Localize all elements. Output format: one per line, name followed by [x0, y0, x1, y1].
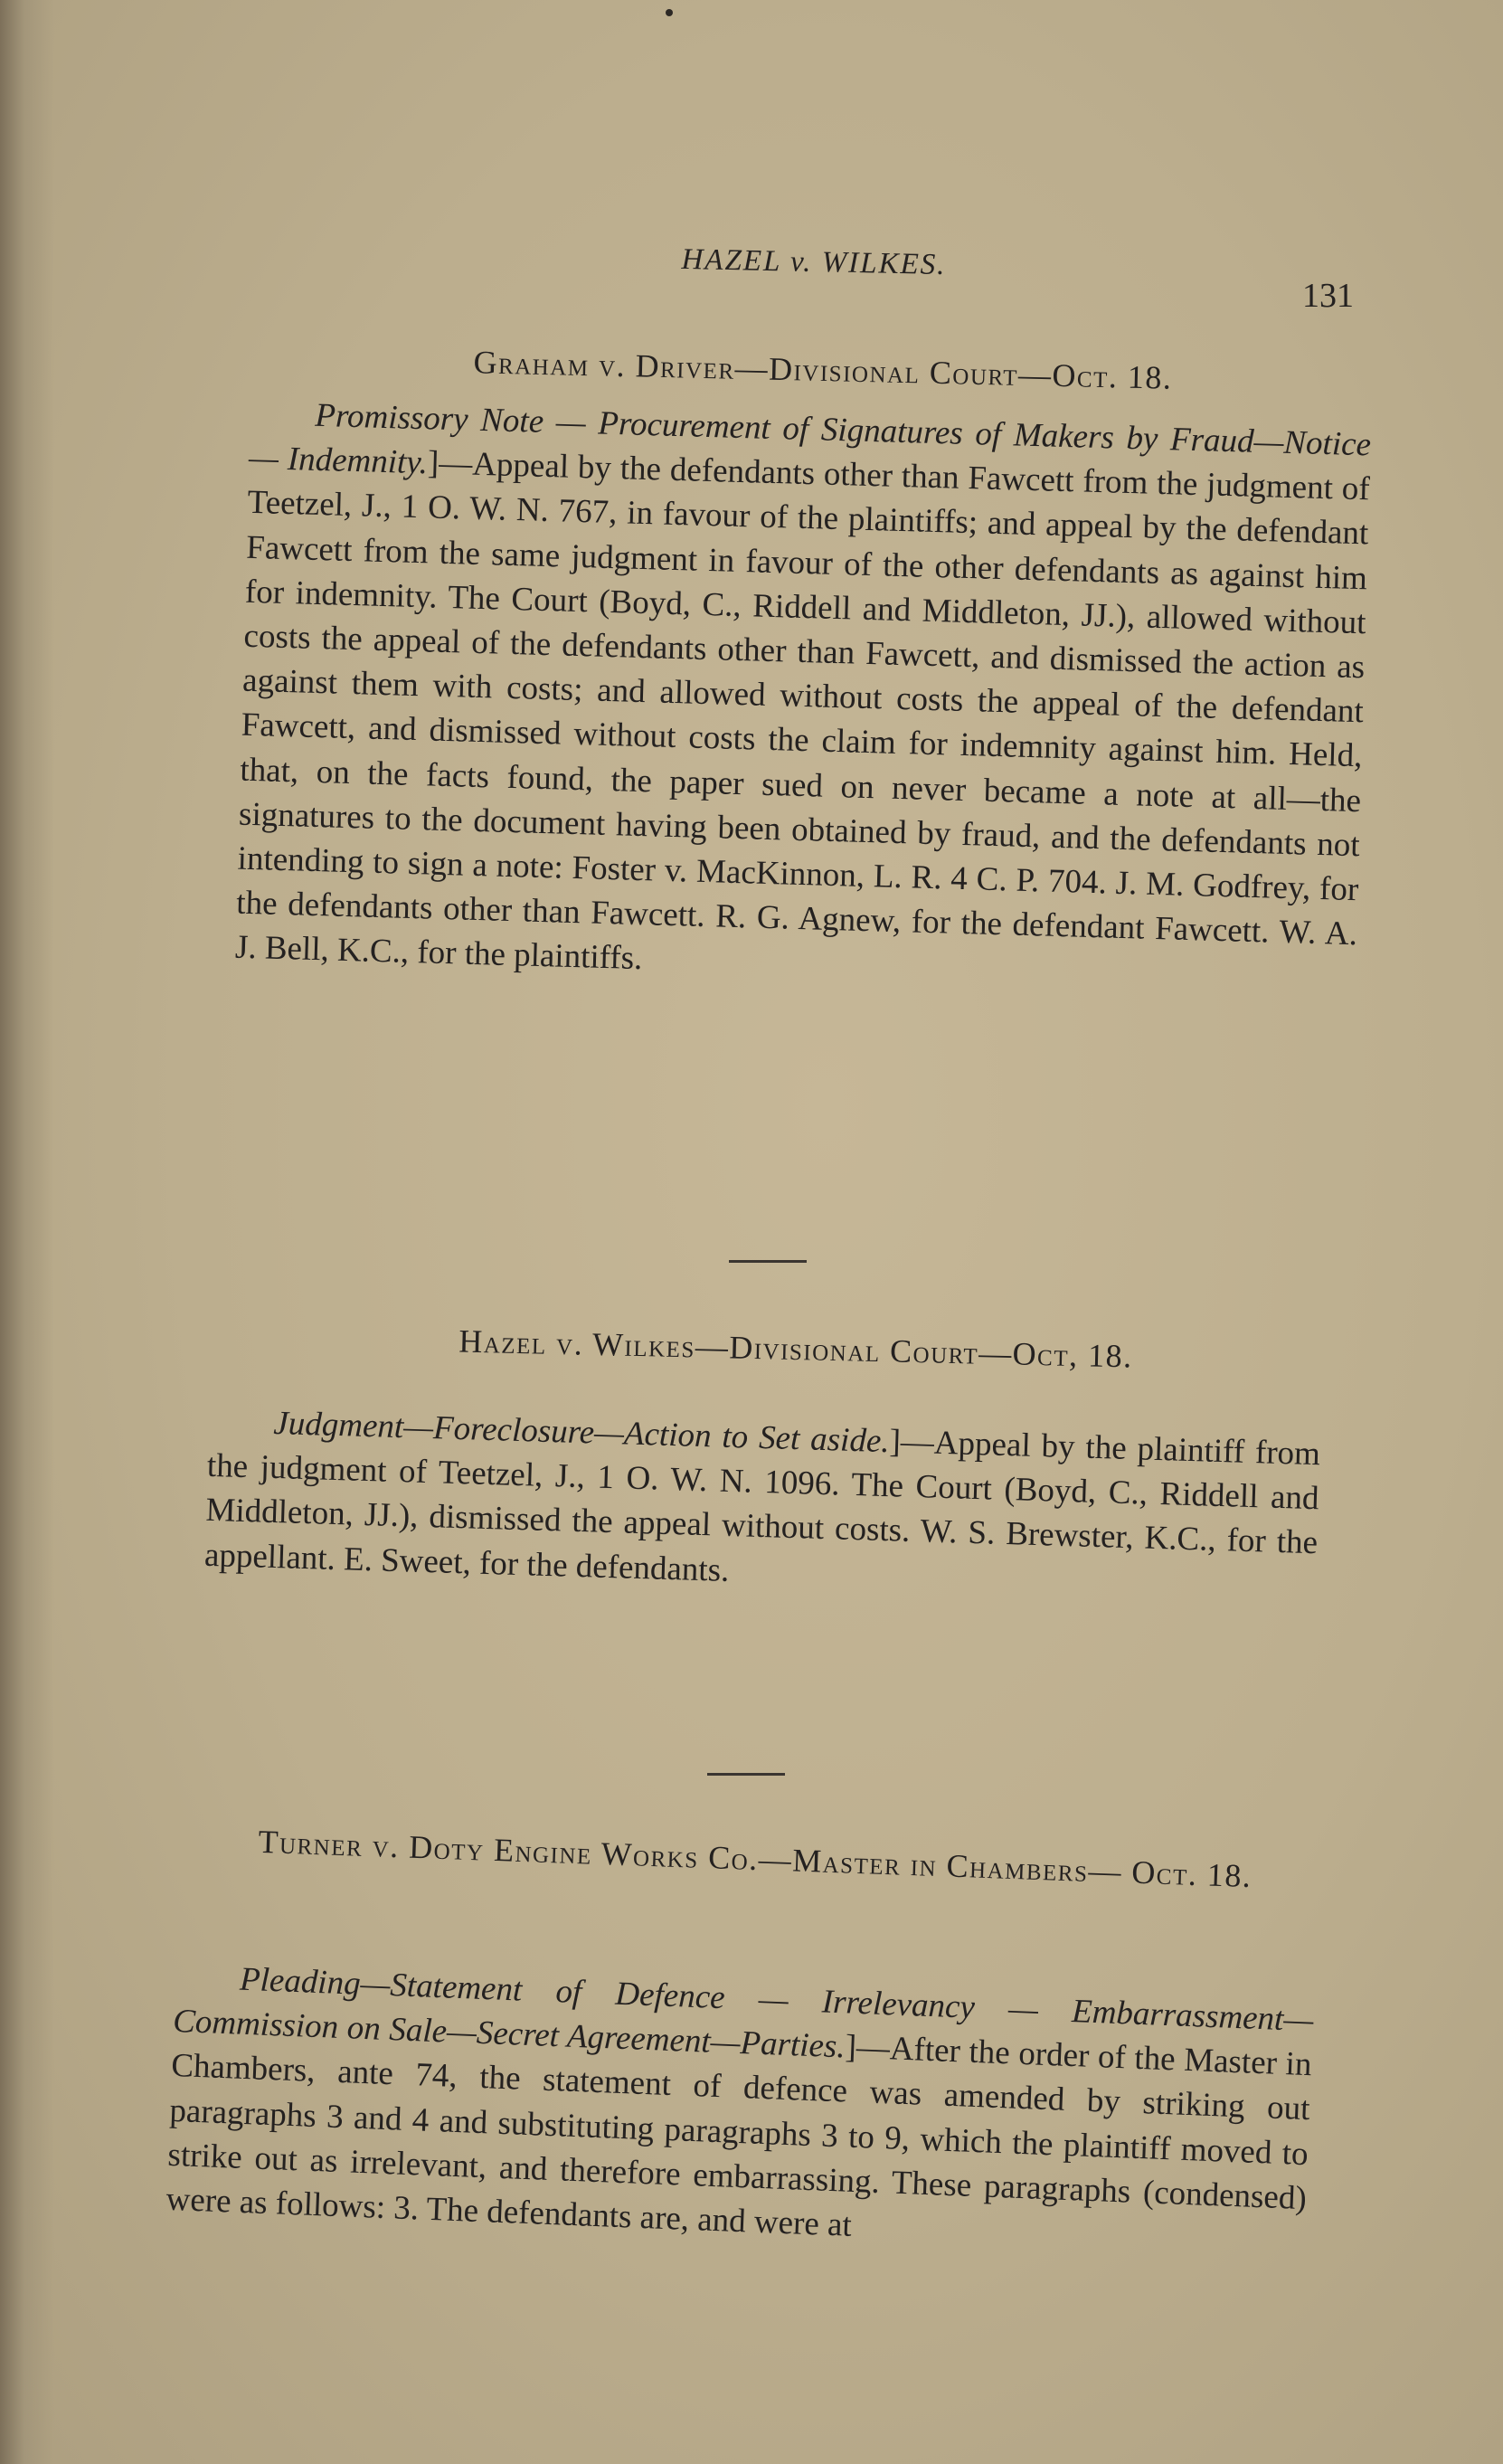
- report-text-turner-v-doty: ]—After the order of the Master in Chambers, ante 74, the statement of defence was amended by striking out paragraphs 3 and 4 and substituting paragraphs 3 to 9, which the plaintiff moved to strike out as irrelevant, and therefore embarrassing. These paragraphs (condensed) were as follows: 3. The defendants are, and were at: [165, 2028, 1313, 2244]
- case-report-hazel-v-wilkes: [203, 1399, 1320, 1610]
- report-text-hazel-v-wilkes: ]—Appeal by the plaintiff from the judgment of Teetzel, J., 1 O. W. N. 1096. The Court (Boyd, C., Riddell and Middleton, JJ.), dismissed the appeal without costs. W. S. Brewster, K.C., for the appellant. E. Sweet, for the defendants.: [203, 1423, 1321, 1589]
- section-divider: [707, 1773, 785, 1776]
- case-heading-hazel-v-wilkes: Hazel v. Wilkes—Divisional Court—Oct, 18.: [458, 1322, 1134, 1375]
- section-divider: [729, 1260, 807, 1263]
- case-report-graham-v-driver: [234, 392, 1371, 1001]
- case-report-turner-v-doty: [165, 1955, 1314, 2265]
- binding-gutter-shadow: [0, 0, 54, 2464]
- case-heading-graham-v-driver: Graham v. Driver—Divisional Court—Oct. 18.: [473, 344, 1173, 396]
- report-text-graham-v-driver: ]—Appeal by the defendants other than Fawcett from the judgment of Teetzel, J., 1 O. W. N. 767, in favour of the plaintiffs; and appeal by the defendant Fawcett from the same judgment in favour of the other defendants as against him for indemnity. The Court (Boyd, C., Riddell and Middleton, JJ.), allowed without costs the appeal of the defendants other than Fawcett, and dismissed the action as against them with costs; and allowed without costs the appeal of the defendant Fawcett, and dismissed without costs the claim for indemnity against him. Held, that, on the facts found, the paper sued on never became a note at all—the signatures to the document having been obtained by fraud, and the defendants not intending to sign a note: Foster v. MacKinnon, L. R. 4 C. P. 704. J. M. Godfrey, for the defendants other than Fawcett. R. G. Agnew, for the defendant Fawcett. W. A. J. Bell, K.C., for the plaintiffs.: [234, 444, 1371, 978]
- headnote-graham-v-driver: Promissory Note — Procurement of Signatures of Makers by Fraud—Notice — Indemnity.: [248, 396, 1372, 482]
- headnote-turner-v-doty: Pleading—Statement of Defence — Irrelevancy — Embarrassment—Commission on Sale—Secret Agreement—Parties.: [172, 1960, 1315, 2066]
- case-heading-turner-v-doty: Turner v. Doty Engine Works Co.—Master in Chambers— Oct. 18.: [257, 1823, 1253, 1895]
- ink-speck: [666, 9, 673, 16]
- headnote-hazel-v-wilkes: Judgment—Foreclosure—Action to Set aside.: [272, 1404, 891, 1461]
- running-head: HAZEL v. WILKES.: [681, 242, 947, 282]
- page-number: 131: [1302, 277, 1354, 315]
